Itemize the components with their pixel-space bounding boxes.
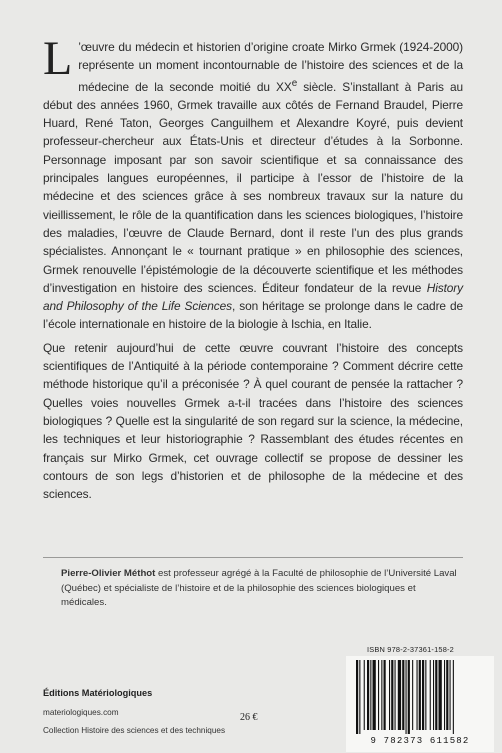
barcode-digits: 9 782373 611582 — [370, 736, 470, 746]
barcode-bar — [444, 660, 445, 730]
barcode-bar — [391, 660, 393, 730]
paragraph-1-part-a: ’œuvre du médecin et historien d’origine croate Mirko Grmek (1924-2000) représente un moment incontournable de l’histoire des sciences et de la médecine de la seconde moitié du XX — [78, 40, 463, 94]
barcode-bar — [398, 660, 401, 730]
paragraph-1 — [43, 32, 463, 334]
barcode-bar — [422, 660, 424, 730]
paragraph-1-part-c: , son héritage se prolonge dans le cadre de l’école internationale en histoire de la biologie à Ischia, en Italie. — [43, 299, 463, 332]
barcode-bar — [378, 660, 379, 730]
collection-name: Collection Histoire des sciences et des techniques — [43, 726, 226, 735]
barcode-bar — [435, 660, 437, 730]
barcode-bar — [450, 660, 451, 730]
author-bio: est professeur agrégé à la Faculté de philosophie de l’Université Laval (Québec) et spécialiste de l’histoire et de la philosophie des sciences biologiques et médicales. — [61, 568, 457, 609]
barcode-bar — [406, 660, 407, 734]
barcode-bar — [367, 660, 369, 730]
publisher-name: Éditions Matériologiques — [43, 688, 153, 698]
barcode-bar — [370, 660, 371, 730]
barcode-bar — [453, 660, 454, 734]
barcode-bar — [419, 660, 421, 730]
barcode-bar — [408, 660, 410, 734]
barcode-bar — [395, 660, 396, 730]
barcode-bar — [356, 660, 358, 734]
barcode-bar — [425, 660, 426, 730]
barcode-bar — [412, 660, 413, 730]
barcode-bar — [439, 660, 442, 730]
price: 26 € — [240, 712, 258, 723]
barcode-bar — [364, 660, 365, 730]
paragraph-2: Que retenir aujourd’hui de cette œuvre couvrant l’histoire des concepts scientifiques de l’Antiquité à la période contemporaine ? Comment décrire cette méthode historique qu’il a préconisée ? À quel courant de pensée la rattacher ? Quelles voies nouvelles Grmek a-t-il tracées dans l’histoire des sciences biologiques ? Quelle est la singularité de son regard sur la science, la médecine, les techniques et leur historiographie ? Rassemblant des études récentes en français sur Mirko Grmek, cet ouvrage collectif se propose de dessiner les contours de son legs d’historien et de philosophe de la médecine et des sciences. — [43, 340, 463, 502]
barcode-bar — [430, 660, 431, 730]
barcode-bar — [359, 660, 360, 734]
barcode-bar — [433, 660, 434, 730]
century-superscript: e — [291, 77, 298, 89]
barcode-bar — [384, 660, 386, 730]
barcode-bar — [381, 660, 382, 730]
journal-title: History and Philosophy of the Life Sciences — [43, 280, 463, 314]
barcode-bar — [373, 660, 376, 730]
barcode-bar — [417, 660, 418, 730]
barcode — [346, 656, 494, 752]
isbn: ISBN 978-2-37361-158-2 — [367, 645, 454, 654]
divider — [43, 557, 463, 558]
description-text — [43, 32, 463, 503]
paragraph-1-part-b: siècle. S’installant à Paris au début des années 1960, Grmek travaille aux côtés de Fernand Braudel, Pierre Huard, René Taton, Georges Canguilhem et Alexandre Koyré, puis devient professeur-chercheur aux États-Unis et directeur d’études à la Sorbonne. Personnage imposant par son savoir scientifique et sa connaissance des principales langues européennes, il participe à l’essor de l’histoire de la médecine et des sciences grâce à ses nombreux travaux sur la nature du vieillissement, le rôle de la quantification dans les sciences biologiques, l’histoire des maladies, l’œuvre de Claude Bernard, dont il reste l’un des plus grands spécialistes. Annonçant le « tournant pratique » en philosophie des sciences, Grmek renouvelle l’épistémologie de la découverte scientifique et les méthodes d’investigation en histoire des sciences. Éditeur fondateur de la revue — [43, 79, 463, 295]
barcode-bar — [446, 660, 448, 730]
barcode-bar — [389, 660, 390, 730]
author-name: Pierre-Olivier Méthot — [61, 568, 156, 579]
drop-cap: L — [43, 32, 73, 85]
barcode-bars — [354, 660, 486, 734]
barcode-bar — [402, 660, 404, 730]
author-note — [61, 567, 461, 611]
publisher-website: materiologiques.com — [43, 708, 119, 717]
